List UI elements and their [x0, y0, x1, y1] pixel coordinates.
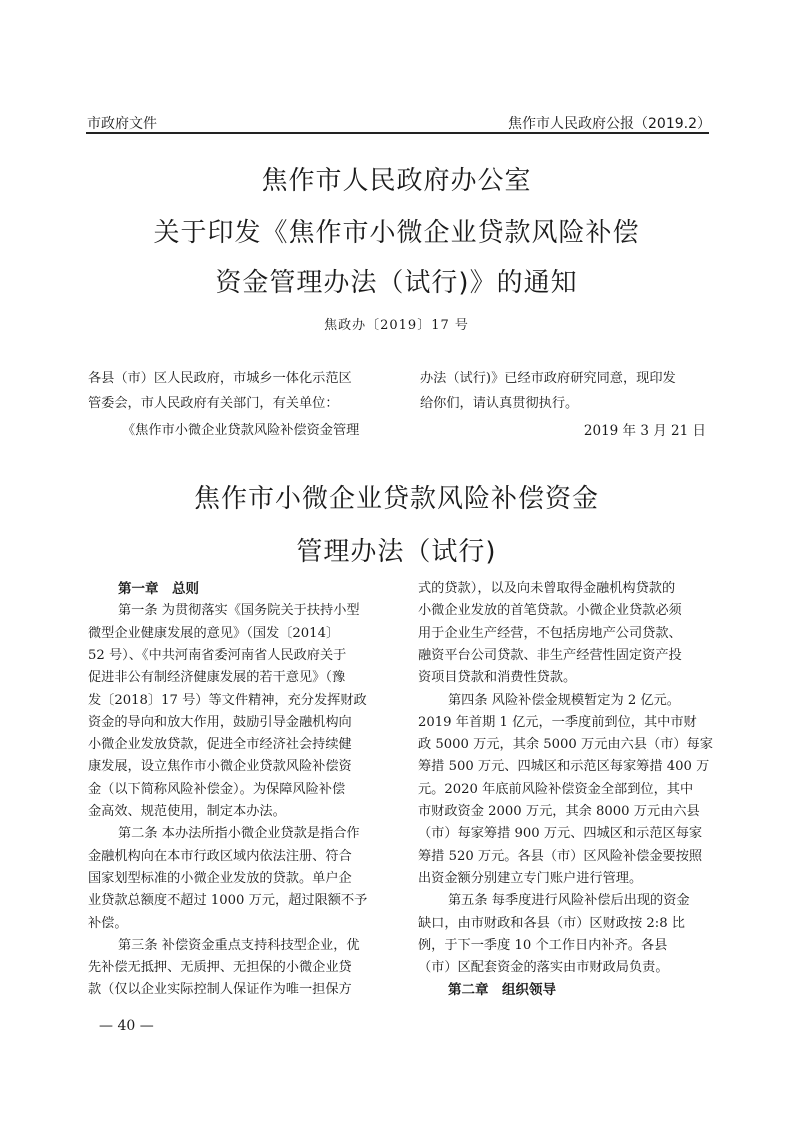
running-header-section: 市政府文件: [87, 116, 157, 132]
header-rule: [86, 132, 709, 134]
notice-addressee-line-1: 各县（市）区人民政府，市城乡一体化示范区: [88, 371, 352, 386]
article-start-line: 第四条 风险补偿金规模暂定为 2 亿元。: [448, 692, 680, 708]
text-line: 筹措 500 万元、四城区和示范区每家筹措 400 万: [418, 759, 710, 775]
article-start-line: 第一条 为贯彻落实《国务院关于扶持小型: [118, 603, 360, 619]
article-start-line: 第五条 每季度进行风险补偿后出现的资金: [448, 893, 690, 909]
document-number: 焦政办〔2019〕17 号: [324, 318, 469, 333]
text-line: 小微企业发放的首笔贷款。小微企业贷款必须: [418, 603, 682, 619]
text-line: 补偿。: [88, 915, 128, 931]
text-line: 业贷款总额度不超过 1000 万元，超过限额不予: [88, 893, 368, 909]
measures-title-line-2: 管理办法（试行): [296, 537, 497, 567]
text-line: 筹措 520 万元。各县（市）区风险补偿金要按照: [418, 848, 703, 864]
text-line: 例，于下一季度 10 个工作日内补齐。各县: [418, 937, 668, 953]
text-line: 发〔2018〕17 号）等文件精神，充分发挥财政: [88, 692, 367, 708]
notice-date: 2019 年 3 月 21 日: [583, 423, 706, 439]
text-line: 康发展，设立焦作市小微企业贷款风险补偿资: [88, 759, 352, 775]
text-line: 微型企业健康发展的意见》（国发〔2014〕: [88, 625, 340, 641]
text-line: （市）区配套资金的落实由市财政局负责。: [418, 960, 669, 976]
text-line: 小微企业发放贷款，促进全市经济社会持续健: [88, 737, 352, 753]
notice-text-line-2: 办法（试行)》已经市政府研究同意，现印发: [420, 371, 676, 386]
page-number: — 40 —: [99, 1018, 154, 1034]
text-line: 融资平台公司贷款、非生产经营性固定资产投: [418, 647, 682, 663]
notice-title-line-2: 关于印发《焦作市小微企业贷款风险补偿: [153, 218, 640, 248]
text-line: 金高效、规范使用，制定本办法。: [88, 804, 286, 819]
text-line: 用于企业生产经营，不包括房地产公司贷款、: [418, 625, 682, 641]
text-line: 金（以下简称风险补偿金）。为保障风险补偿: [88, 781, 346, 797]
text-line: 政 5000 万元，其余 5000 万元由六县（市）每家: [418, 737, 713, 753]
text-line: 元。2020 年底前风险补偿资金全部到位，其中: [418, 781, 694, 797]
notice-title-line-3: 资金管理办法（试行)》的通知: [215, 268, 578, 298]
article-start-line: 第二条 本办法所指小微企业贷款是指合作: [118, 826, 360, 842]
text-line: 金融机构向在本市行政区域内依法注册、符合: [88, 848, 352, 864]
text-line: 式的贷款），以及向未曾取得金融机构贷款的: [418, 581, 676, 596]
measures-title-line-1: 焦作市小微企业贷款风险补偿资金: [193, 484, 599, 514]
text-line: 资金的导向和放大作用，鼓励引导金融机构向: [88, 714, 352, 730]
text-line: 先补偿无抵押、无质押、无担保的小微企业贷: [88, 960, 352, 976]
text-line: 国家划型标准的小微企业发放的贷款。单户企: [88, 870, 352, 886]
text-line: 款（仅以企业实际控制人保证作为唯一担保方: [88, 982, 352, 998]
chapter-heading: 第二章 组织领导: [448, 982, 556, 999]
text-line: 52 号）、《中共河南省委河南省人民政府关于: [88, 647, 347, 663]
text-line: （市）每家筹措 900 万元、四城区和示范区每家: [418, 826, 703, 842]
text-line: 市财政资金 2000 万元，其余 8000 万元由六县: [418, 804, 700, 819]
notice-title-line-1: 焦作市人民政府办公室: [261, 166, 532, 196]
notice-text-line-3: 给你们，请认真贯彻执行。: [420, 396, 579, 411]
text-line: 缺口，由市财政和各县（市）区财政按 2:8 比: [418, 915, 685, 931]
running-header-publication: 焦作市人民政府公报（2019.2）: [508, 116, 711, 132]
text-line: 促进非公有制经济健康发展的若干意见》（豫: [88, 670, 346, 686]
chapter-heading: 第一章 总则: [118, 581, 199, 597]
article-start-line: 第三条 补偿资金重点支持科技型企业，优: [118, 937, 360, 953]
text-line: 2019 年首期 1 亿元，一季度前到位，其中市财: [418, 714, 697, 730]
notice-addressee-line-2: 管委会，市人民政府有关部门，有关单位：: [88, 396, 339, 411]
text-line: 资项目贷款和消费性贷款。: [418, 670, 577, 686]
notice-text-line-1: 《焦作市小微企业贷款风险补偿资金管理: [122, 423, 360, 438]
text-line: 出资金额分别建立专门账户进行管理。: [418, 870, 643, 886]
